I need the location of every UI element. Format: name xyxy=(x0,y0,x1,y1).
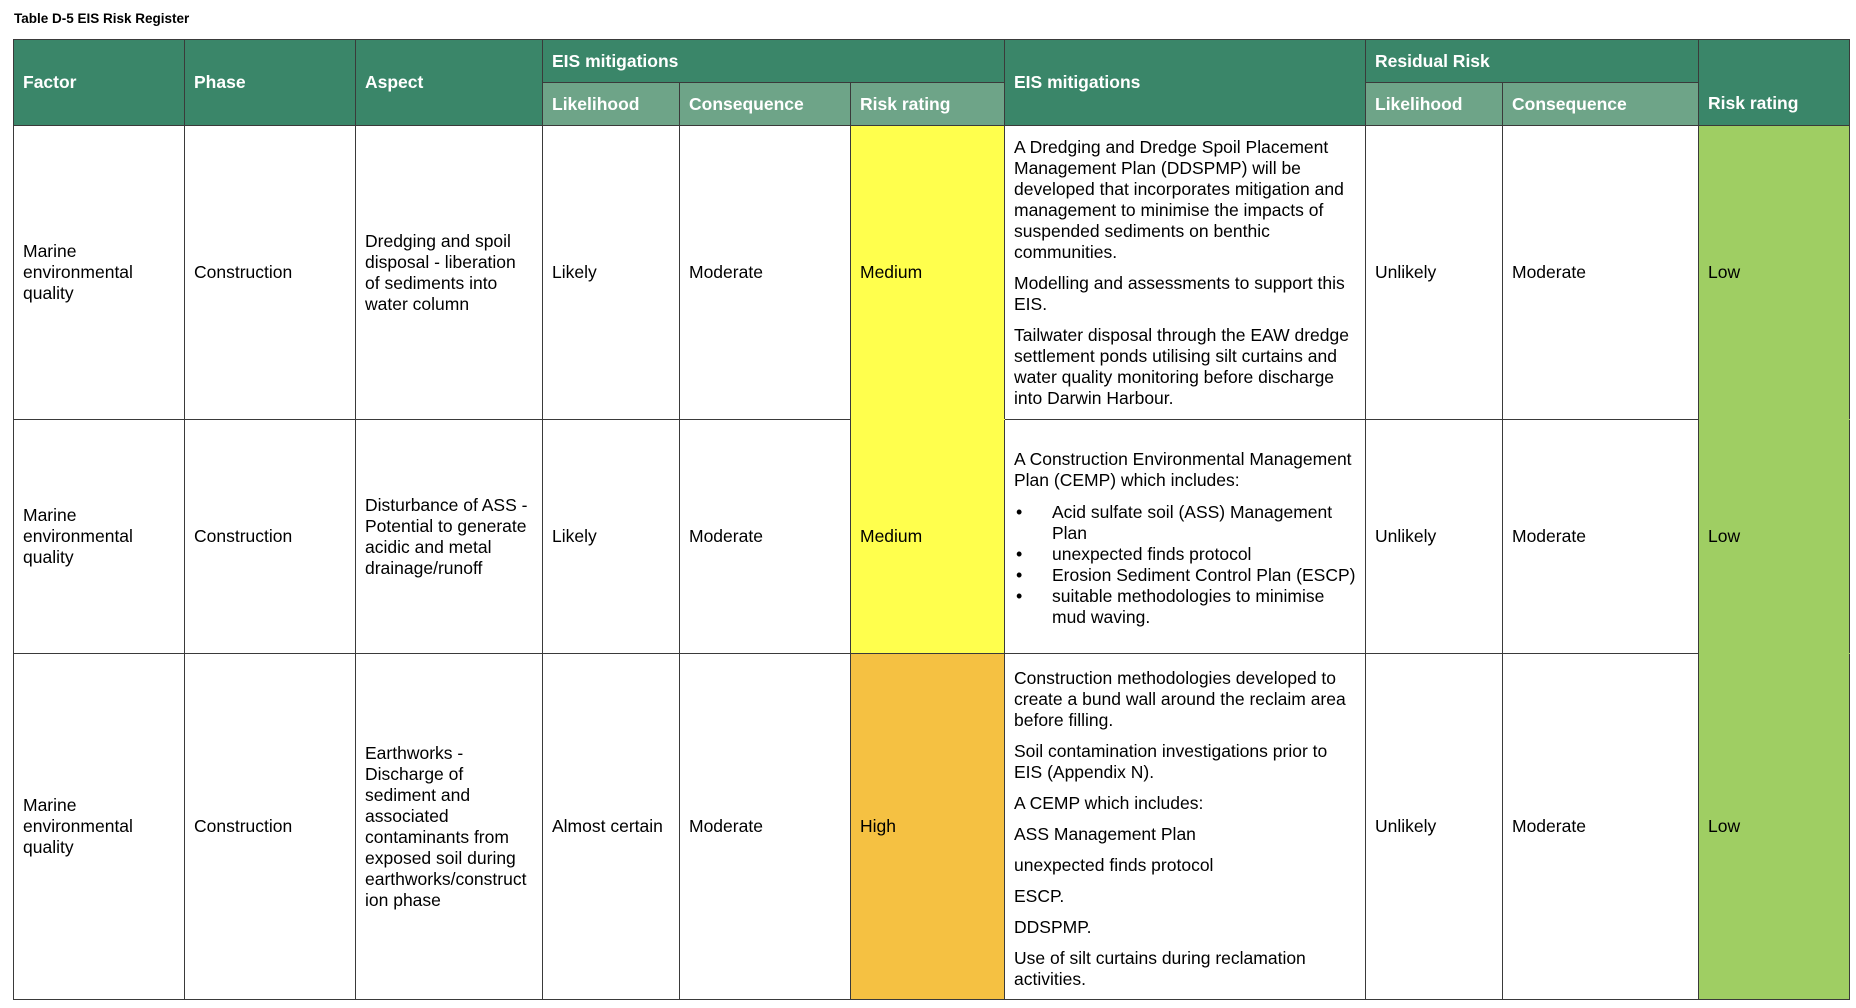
cell-res-risk-rating: Low xyxy=(1699,654,1850,1000)
mitigation-paragraph: A CEMP which includes: xyxy=(1014,792,1204,813)
mitigation-intro: A Construction Environmental Management Plan (CEMP) which includes: xyxy=(1014,449,1352,490)
cell-phase: Construction xyxy=(185,654,356,1000)
mitigation-paragraph: unexpected finds protocol xyxy=(1014,854,1214,875)
header-residual-group: Residual Risk xyxy=(1366,40,1699,83)
mitigation-paragraph: ASS Management Plan xyxy=(1014,823,1196,844)
table-row xyxy=(14,654,1850,1000)
list-item: • Acid sulfate soil (ASS) Management Plan xyxy=(1014,502,1356,544)
cell-res-consequence: Moderate xyxy=(1503,126,1699,420)
header-eis-group: EIS mitigations xyxy=(543,40,1005,83)
cell-res-risk-rating: Low xyxy=(1699,126,1850,420)
cell-aspect: Earthworks - Discharge of sediment and associated contaminants from exposed soil during earthworks/construct ion phase xyxy=(356,654,543,1000)
cell-risk-rating: Medium xyxy=(851,126,1005,420)
mitigation-paragraph: Construction methodologies developed to create a bund wall around the reclaim area before filling. xyxy=(1014,667,1346,730)
header-consequence: Consequence xyxy=(680,83,851,126)
list-item: • Erosion Sediment Control Plan (ESCP) xyxy=(1014,565,1356,586)
cell-factor: Marine environmental quality xyxy=(14,420,185,654)
cell-res-likelihood: Unlikely xyxy=(1366,126,1503,420)
cell-aspect: Disturbance of ASS - Potential to generate acidic and metal drainage/runoff xyxy=(356,420,543,654)
mitigation-paragraph: Modelling and assessments to support this EIS. xyxy=(1014,272,1345,314)
cell-res-consequence: Moderate xyxy=(1503,420,1699,654)
mitigation-paragraph: A Dredging and Dredge Spoil Placement Management Plan (DDSPMP) will be developed that incorporates mitigation and management to minimise the impacts of suspended sediments on benthic communities. xyxy=(1014,136,1344,262)
cell-factor: Marine environmental quality xyxy=(14,654,185,1000)
risk-register-table xyxy=(13,39,1850,1000)
cell-risk-rating: Medium xyxy=(851,420,1005,654)
table-row xyxy=(14,126,1850,420)
cell-res-risk-rating: Low xyxy=(1699,420,1850,654)
cell-mitigations xyxy=(1005,654,1366,1000)
mitigation-paragraph: Tailwater disposal through the EAW dredge settlement ponds utilising silt curtains and water quality monitoring before discharge into Darwin Harbour. xyxy=(1014,324,1349,408)
cell-factor: Marine environmental quality xyxy=(14,126,185,420)
cell-res-likelihood: Unlikely xyxy=(1366,420,1503,654)
cell-phase: Construction xyxy=(185,420,356,654)
header-risk-rating: Risk rating xyxy=(851,83,1005,126)
header-mitigations: EIS mitigations xyxy=(1005,40,1366,126)
header-aspect: Aspect xyxy=(356,40,543,126)
cell-res-consequence: Moderate xyxy=(1503,654,1699,1000)
mitigation-paragraph: Soil contamination investigations prior to EIS (Appendix N). xyxy=(1014,740,1328,782)
cell-consequence: Moderate xyxy=(680,420,851,654)
mitigation-paragraph: Use of silt curtains during reclamation activities. xyxy=(1014,947,1306,989)
header-res-likelihood: Likelihood xyxy=(1366,83,1503,126)
mitigation-list xyxy=(1014,502,1356,628)
cell-phase: Construction xyxy=(185,126,356,420)
list-item: • suitable methodologies to minimise mud waving. xyxy=(1014,586,1356,628)
cell-likelihood: Likely xyxy=(543,420,680,654)
cell-res-likelihood: Unlikely xyxy=(1366,654,1503,1000)
cell-risk-rating: High xyxy=(851,654,1005,1000)
cell-mitigations xyxy=(1005,420,1366,654)
cell-consequence: Moderate xyxy=(680,654,851,1000)
mitigation-paragraph: DDSPMP. xyxy=(1014,916,1092,937)
header-phase: Phase xyxy=(185,40,356,126)
header-factor: Factor xyxy=(14,40,185,126)
cell-aspect: Dredging and spoil disposal - liberation of sediments into water column xyxy=(356,126,543,420)
header-likelihood: Likelihood xyxy=(543,83,680,126)
cell-mitigations xyxy=(1005,126,1366,420)
header-res-consequence: Consequence xyxy=(1503,83,1699,126)
cell-likelihood: Almost certain xyxy=(543,654,680,1000)
mitigation-paragraph: ESCP. xyxy=(1014,885,1065,906)
table-row xyxy=(14,420,1850,654)
cell-likelihood: Likely xyxy=(543,126,680,420)
header-residual-spacer xyxy=(1699,40,1850,83)
list-item: • unexpected finds protocol xyxy=(1014,544,1356,565)
table-caption: Table D-5 EIS Risk Register xyxy=(14,11,190,26)
header-res-risk-rating: Risk rating xyxy=(1699,83,1850,126)
cell-consequence: Moderate xyxy=(680,126,851,420)
